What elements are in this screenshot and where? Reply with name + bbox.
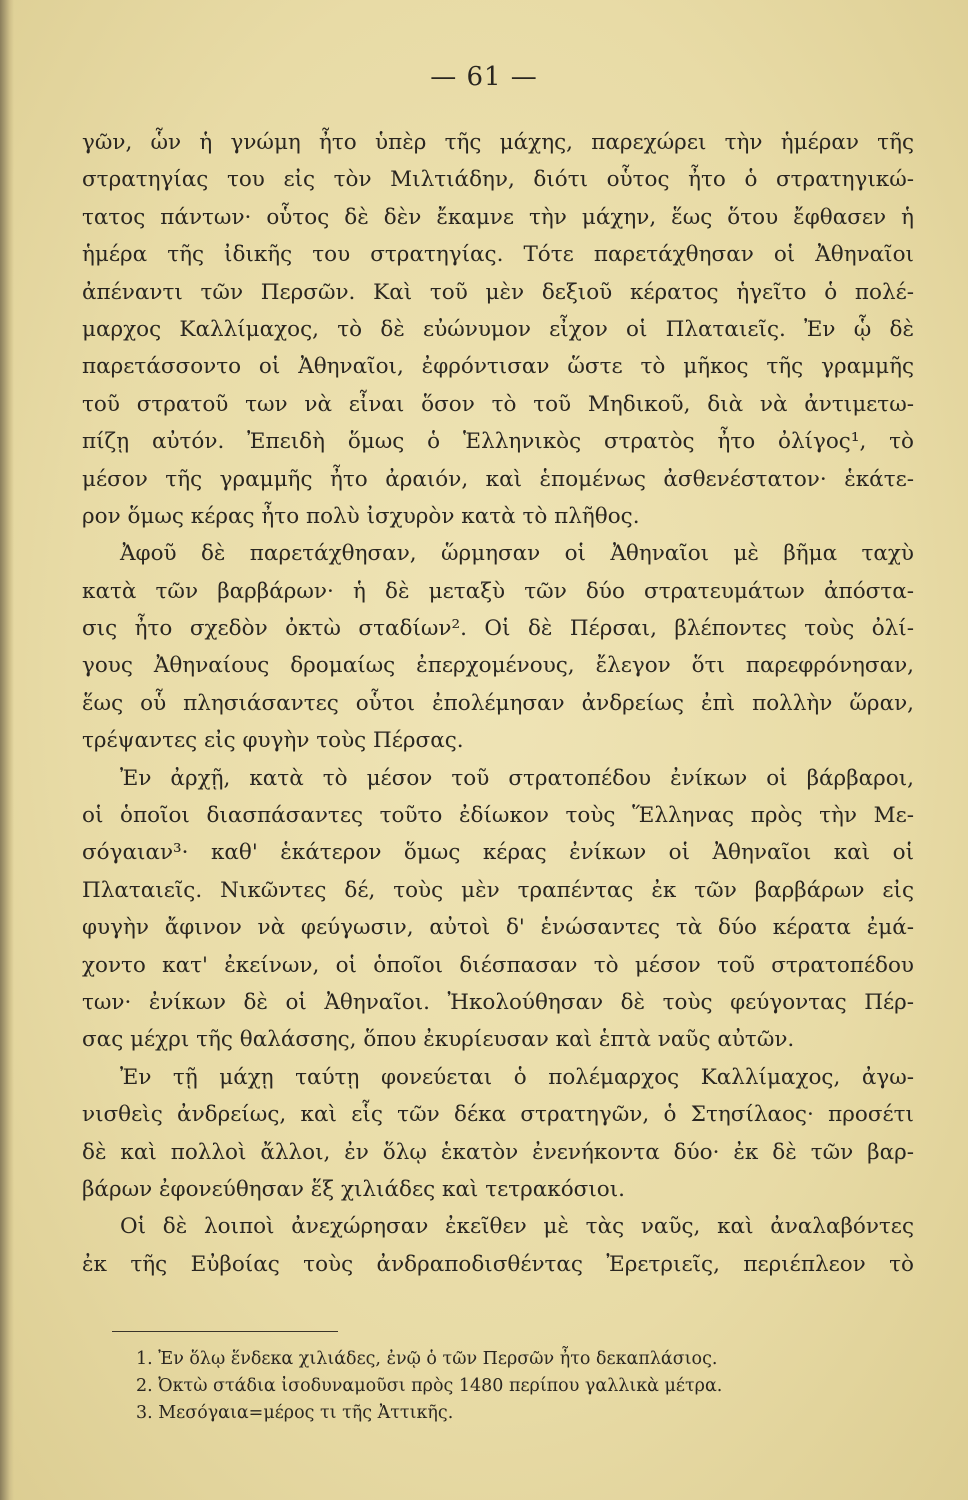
text-line: πίζῃ αὐτόν. Ἐπειδὴ ὅμως ὁ Ἑλληνικὸς στρατὸς ἦτο ὀλίγος¹, τὸ [82, 429, 914, 455]
text-line: σόγαιαν³· καθ' ἑκάτερον ὅμως κέρας ἐνίκων οἱ Ἀθηναῖοι καὶ οἱ [82, 840, 914, 866]
text-line: ἡμέρα τῆς ἰδικῆς του στρατηγίας. Τότε παρετάχθησαν οἱ Ἀθηναῖοι [82, 242, 914, 268]
text-line: σις ἦτο σχεδὸν ὀκτὼ σταδίων². Οἱ δὲ Πέρσαι, βλέποντες τοὺς ὀλί- [82, 616, 914, 642]
text-line: Πλαταιεῖς. Νικῶντες δέ, τοὺς μὲν τραπέντας ἐκ τῶν βαρβάρων εἰς [82, 877, 914, 903]
text-line: νισθεὶς ἀνδρείως, καὶ εἷς τῶν δέκα στρατηγῶν, ὁ Στησίλαος· προσέτι [82, 1102, 914, 1128]
text-line: κατὰ τῶν βαρβάρων· ἡ δὲ μεταξὺ τῶν δύο στρατευμάτων ἀπόστα- [82, 578, 914, 604]
text-line: μέσον τῆς γραμμῆς ἦτο ἀραιόν, καὶ ἑπομένως ἀσθενέστατον· ἑκάτε- [82, 466, 914, 492]
text-line: ἕως οὗ πλησιάσαντες οὗτοι ἐπολέμησαν ἀνδρείως ἐπὶ πολλὴν ὥραν, [82, 690, 914, 716]
text-line: τατος πάντων· οὗτος δὲ δὲν ἔκαμνε τὴν μάχην, ἕως ὅτου ἔφθασεν ἡ [82, 204, 914, 230]
text-line: βάρων ἐφονεύθησαν ἕξ χιλιάδες καὶ τετρακόσιοι. [82, 1176, 625, 1202]
text-line: Ἐν τῇ μάχῃ ταύτῃ φονεύεται ὁ πολέμαρχος Καλλίμαχος, ἀγω- [120, 1064, 914, 1090]
text-line: ἐκ τῆς Εὐβοίας τοὺς ἀνδραποδισθέντας Ἐρετριεῖς, περιέπλεον τὸ [82, 1251, 914, 1277]
text-line: των· ἐνίκων δὲ οἱ Ἀθηναῖοι. Ἠκολούθησαν δὲ τοὺς φεύγοντας Πέρ- [82, 989, 914, 1015]
text-line: Ἐν ἀρχῇ, κατὰ τὸ μέσον τοῦ στρατοπέδου ἐνίκων οἱ βάρβαροι, [120, 765, 914, 791]
text-line: φυγὴν ἄφινον νὰ φεύγωσιν, αὐτοὶ δ' ἑνώσαντες τὰ δύο κέρατα ἐμά- [82, 915, 914, 941]
text-line: γους Ἀθηναίους δρομαίως ἐπερχομένους, ἔλεγον ὅτι παρεφρόνησαν, [82, 653, 914, 679]
footnotes [136, 1346, 896, 1427]
text-line: ἀπέναντι τῶν Περσῶν. Καὶ τοῦ μὲν δεξιοῦ κέρατος ἡγεῖτο ὁ πολέ- [82, 279, 914, 305]
footnote: 1. Ἐν ὅλῳ ἕνδεκα χιλιάδες, ἐνῷ ὁ τῶν Περσῶν ἦτο δεκαπλάσιος. [136, 1349, 718, 1369]
text-line: παρετάσσοντο οἱ Ἀθηναῖοι, ἐφρόντισαν ὥστε τὸ μῆκος τῆς γραμμῆς [82, 354, 914, 380]
footnote: 2. Ὀκτὼ στάδια ἰσοδυναμοῦσι πρὸς 1480 περίπου γαλλικὰ μέτρα. [136, 1376, 723, 1396]
text-line: Οἱ δὲ λοιποὶ ἀνεχώρησαν ἐκεῖθεν μὲ τὰς ναῦς, καὶ ἀναλαβόντες [120, 1214, 914, 1240]
page-binding-edge [0, 0, 14, 1500]
body-text [82, 124, 914, 1283]
text-line: χοντο κατ' ἐκείνων, οἱ ὁποῖοι διέσπασαν τὸ μέσον τοῦ στρατοπέδου [82, 952, 914, 978]
text-line: Ἀφοῦ δὲ παρετάχθησαν, ὥρμησαν οἱ Ἀθηναῖοι μὲ βῆμα ταχὺ [120, 541, 914, 567]
text-line: στρατηγίας του εἰς τὸν Μιλτιάδην, διότι οὗτος ἦτο ὁ στρατηγικώ- [82, 167, 914, 193]
text-line: οἱ ὁποῖοι διασπάσαντες τοῦτο ἐδίωκον τοὺς Ἕλληνας πρὸς τὴν Με- [82, 803, 914, 829]
text-line: τρέψαντες εἰς φυγὴν τοὺς Πέρσας. [82, 728, 464, 754]
text-line: ρον ὅμως κέρας ἦτο πολὺ ἰσχυρὸν κατὰ τὸ πλῆθος. [82, 503, 640, 529]
text-line: σας μέχρι τῆς θαλάσσης, ὅπου ἐκυρίευσαν καὶ ἑπτὰ ναῦς αὐτῶν. [82, 1027, 795, 1053]
footnote: 3. Μεσόγαια=μέρος τι τῆς Ἀττικῆς. [136, 1403, 454, 1423]
footnote-divider [112, 1331, 338, 1332]
page-number: — 61 — [430, 62, 538, 92]
text-line: γῶν, ὧν ἡ γνώμη ἦτο ὑπὲρ τῆς μάχης, παρεχώρει τὴν ἡμέραν τῆς [82, 130, 914, 155]
text-line: δὲ καὶ πολλοὶ ἄλλοι, ἐν ὅλῳ ἑκατὸν ἐνενήκοντα δύο· ἐκ δὲ τῶν βαρ- [82, 1139, 914, 1165]
text-line: τοῦ στρατοῦ των νὰ εἶναι ὅσον τὸ τοῦ Μηδικοῦ, διὰ νὰ ἀντιμετω- [82, 391, 914, 417]
text-line: μαρχος Καλλίμαχος, τὸ δὲ εὐώνυμον εἶχον οἱ Πλαταιεῖς. Ἐν ᾧ δὲ [82, 316, 914, 342]
